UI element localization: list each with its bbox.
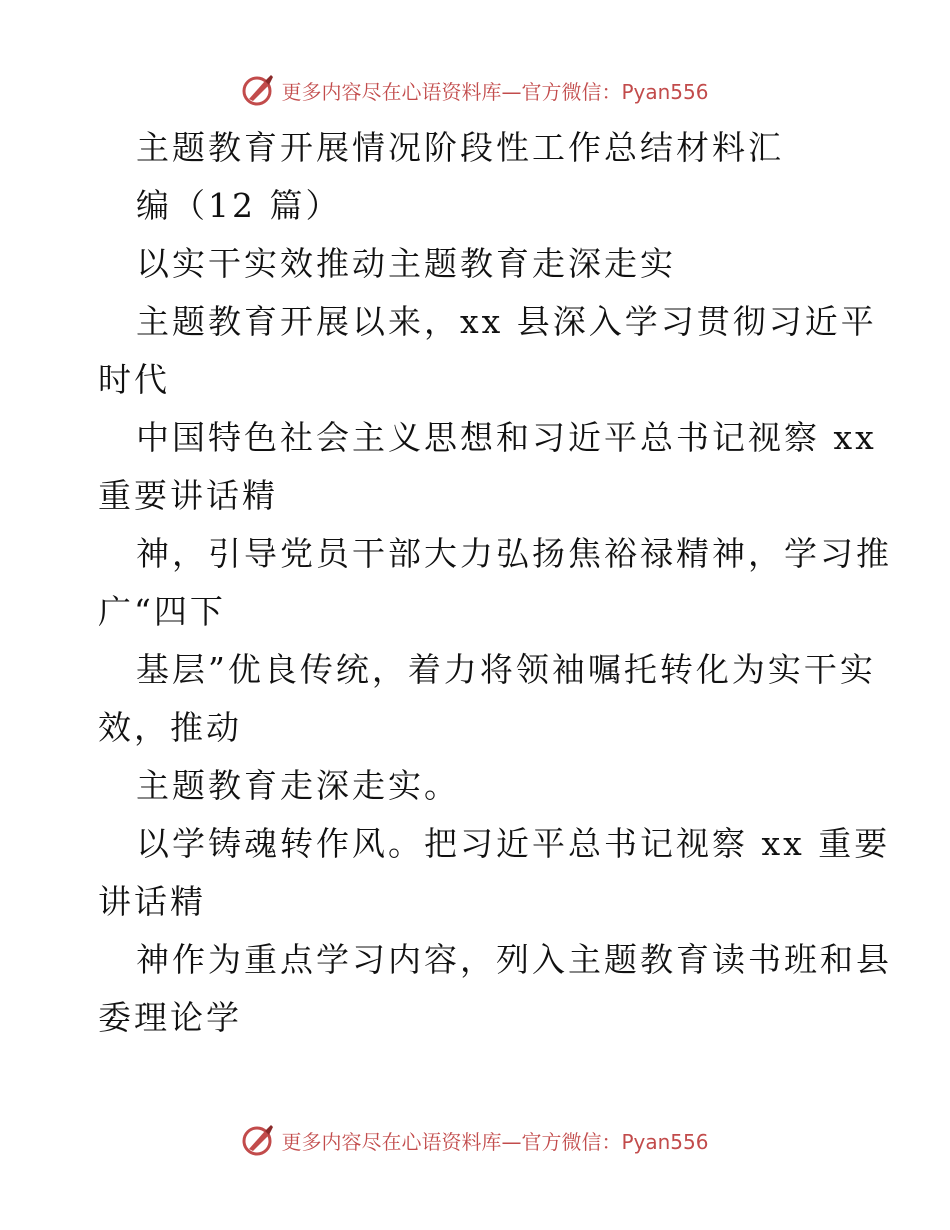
doc-line: 以学铸魂转作风。把习近平总书记视察 xx 重要 <box>136 824 891 863</box>
doc-line: 基层”优良传统，着力将领袖嘱托转化为实干实 <box>136 650 876 689</box>
doc-line: 编（12 篇） <box>136 186 342 225</box>
watermark-text: 更多内容尽在心语资料库—官方微信：Pyan556 <box>281 1129 709 1154</box>
doc-line: 神，引导党员干部大力弘扬焦裕禄精神，学习推 <box>136 534 892 573</box>
doc-line: 主题教育走深走实。 <box>136 766 460 805</box>
pen-logo-icon <box>241 1123 275 1157</box>
doc-line: 主题教育开展以来，xx 县深入学习贯彻习近平 <box>136 302 877 341</box>
watermark-text: 更多内容尽在心语资料库—官方微信：Pyan556 <box>281 79 709 104</box>
doc-line: 广“四下 <box>98 592 226 631</box>
doc-line: 效，推动 <box>98 708 242 747</box>
footer-watermark <box>0 1120 950 1160</box>
doc-line: 重要讲话精 <box>98 476 278 515</box>
doc-line: 主题教育开展情况阶段性工作总结材料汇 <box>136 128 784 167</box>
doc-line: 时代 <box>98 360 170 399</box>
doc-line: 讲话精 <box>98 882 206 921</box>
doc-line: 以实干实效推动主题教育走深走实 <box>136 244 676 283</box>
doc-line: 中国特色社会主义思想和习近平总书记视察 xx <box>136 418 877 457</box>
doc-line: 委理论学 <box>98 998 242 1037</box>
doc-line: 神作为重点学习内容，列入主题教育读书班和县 <box>136 940 892 979</box>
